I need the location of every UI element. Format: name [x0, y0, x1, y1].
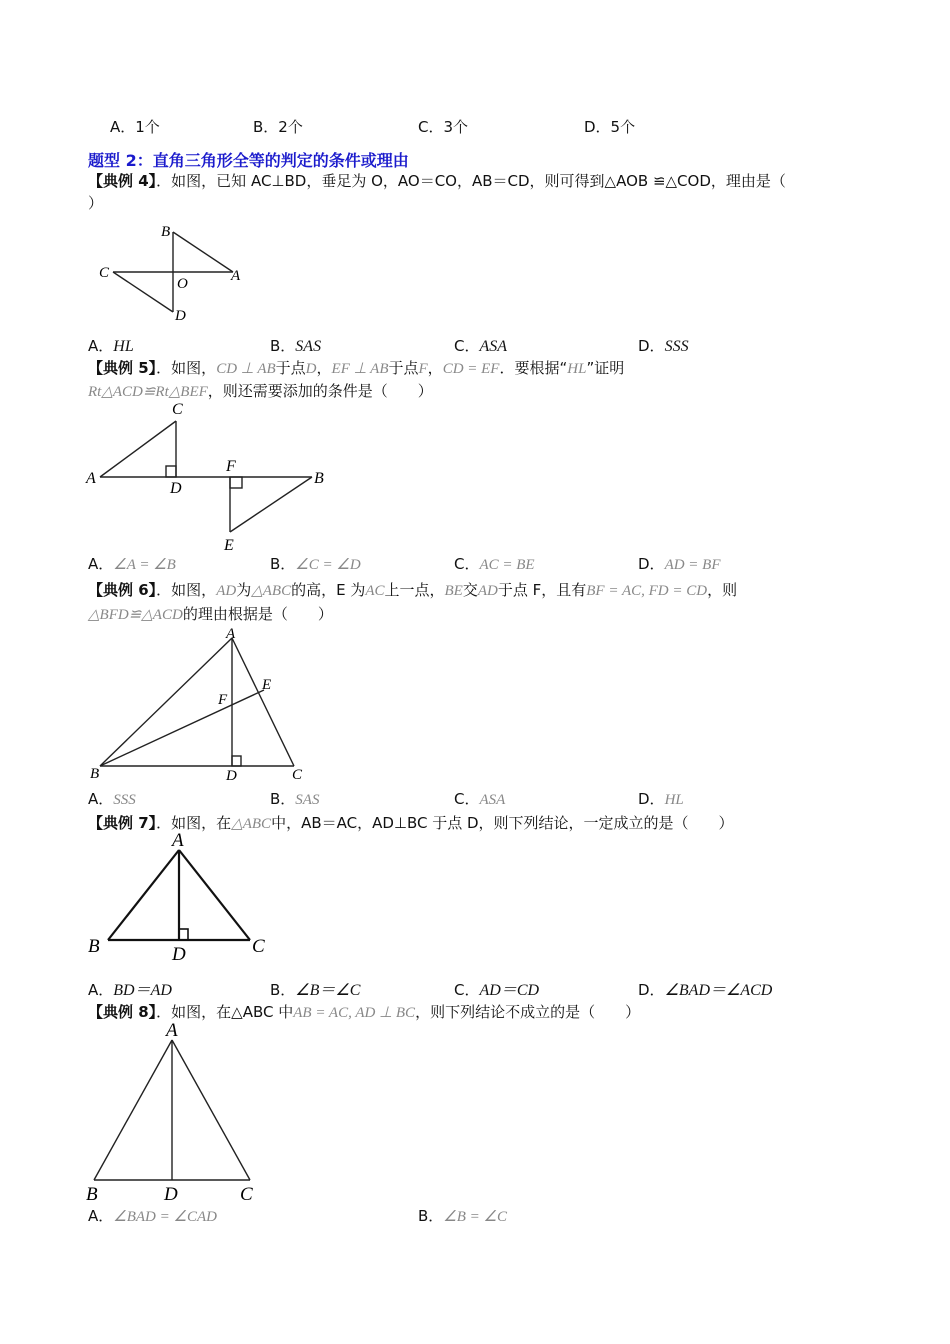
example-5-tag: 【典例 5】 [88, 359, 157, 377]
line-ba [94, 1040, 172, 1180]
section-heading: 题型 2：直角三角形全等的判定的条件或理由 [88, 151, 409, 170]
label-a: A [166, 1020, 178, 1041]
example-6-question: 【典例 6】．如图，AD为△ABC的高，E 为AC上一点，BE交AD于点 F，且有BF = AC, FD = CD，则 [88, 581, 738, 599]
label-b: B [90, 766, 100, 782]
example-7-figure [84, 828, 284, 968]
line-ac [100, 421, 176, 477]
label-c: C [252, 936, 265, 957]
example-8-figure [82, 1018, 272, 1206]
ex6-option-a: A．SSS [88, 790, 136, 808]
label-c: C [292, 767, 303, 783]
label-d: D [172, 944, 186, 965]
line-cd [113, 272, 173, 312]
label-b: B [86, 1184, 98, 1205]
example-6-figure [84, 622, 314, 784]
ex4-option-a: A．HL [88, 337, 134, 355]
label-d: D [170, 480, 182, 497]
ex7-option-c: C．AD＝CD [454, 981, 540, 999]
example-4-tag: 【典例 4】 [88, 172, 157, 190]
example-5-figure [82, 398, 342, 556]
ex5-option-c: C．AC = BE [454, 555, 535, 573]
ex7-option-b: B．∠B＝∠C [270, 981, 361, 999]
ex5-option-d: D．AD = BF [638, 555, 721, 573]
option-a: A．1个 [110, 118, 160, 136]
line-ac [179, 850, 250, 940]
label-a: A [226, 626, 236, 642]
ex5-option-b: B．∠C = ∠D [270, 555, 361, 573]
example-4-question-end: ） [88, 194, 104, 212]
label-d: D [164, 1184, 178, 1205]
label-a: A [172, 830, 184, 851]
ex6-option-b: B．SAS [270, 790, 320, 808]
ex4-option-d: D．SSS [638, 337, 689, 355]
label-d: D [175, 308, 186, 324]
label-b: B [314, 470, 324, 487]
label-d: D [226, 768, 237, 784]
line-ac [172, 1040, 250, 1180]
option-c: C．3个 [418, 118, 469, 136]
option-d: D．5个 [584, 118, 636, 136]
example-4-text: ．如图，已知 AC⊥BD，垂足为 O，AO＝CO，AB＝CD，则可得到△AOB ≌△COD，理由是（ [156, 172, 786, 190]
label-e: E [262, 677, 272, 693]
label-f: F [218, 692, 228, 708]
label-c: C [99, 265, 110, 281]
ex5-option-a: A．∠A = ∠B [88, 555, 176, 573]
example-5-question-cont: Rt△ACD≌Rt△BEF，则还需要添加的条件是（ ） [88, 382, 433, 400]
example-4-figure [95, 218, 255, 326]
label-f: F [226, 458, 236, 475]
label-a: A [86, 470, 96, 487]
ex8-option-a: A．∠BAD = ∠CAD [88, 1207, 217, 1225]
example-8-question: 【典例 8】．如图，在△ABC 中AB = AC, AD ⊥ BC，则下列结论不成立的是（ ） [88, 1003, 641, 1021]
example-5-question: 【典例 5】．如图，CD ⊥ AB于点D，EF ⊥ AB于点F，CD = EF．要根据“HL”证明 [88, 359, 625, 377]
label-c: C [240, 1184, 253, 1205]
ex6-option-c: C．ASA [454, 790, 506, 808]
right-angle-d [166, 466, 176, 477]
right-angle-f [230, 477, 242, 488]
ex8-option-b: B．∠B = ∠C [418, 1207, 507, 1225]
example-4-question [88, 170, 786, 191]
label-b: B [161, 224, 171, 240]
example-7-tag: 【典例 7】 [88, 814, 157, 832]
line-ac [232, 638, 294, 766]
label-o: O [177, 276, 188, 292]
ex4-option-c: C．ASA [454, 337, 508, 355]
ex6-option-d: D．HL [638, 790, 684, 808]
label-e: E [224, 537, 234, 554]
right-angle-d [179, 929, 188, 940]
line-ba [173, 232, 233, 272]
right-angle-d [232, 756, 241, 766]
example-8-tag: 【典例 8】 [88, 1003, 157, 1021]
line-ba [108, 850, 179, 940]
example-6-tag: 【典例 6】 [88, 581, 157, 599]
example-7-question: 【典例 7】．如图，在△ABC中，AB＝AC，AD⊥BC 于点 D，则下列结论，一定成立的是（ ） [88, 814, 734, 832]
option-b: B．2个 [253, 118, 303, 136]
label-a: A [231, 268, 241, 284]
ex7-option-d: D．∠BAD＝∠ACD [638, 981, 773, 999]
line-ba [100, 638, 232, 766]
ex4-option-b: B．SAS [270, 337, 322, 355]
label-b: B [88, 936, 100, 957]
line-be [100, 690, 264, 766]
ex7-option-a: A．BD＝AD [88, 981, 172, 999]
label-c: C [172, 401, 183, 418]
example-6-question-cont: △BFD≌△ACD的理由根据是（ ） [88, 605, 333, 623]
